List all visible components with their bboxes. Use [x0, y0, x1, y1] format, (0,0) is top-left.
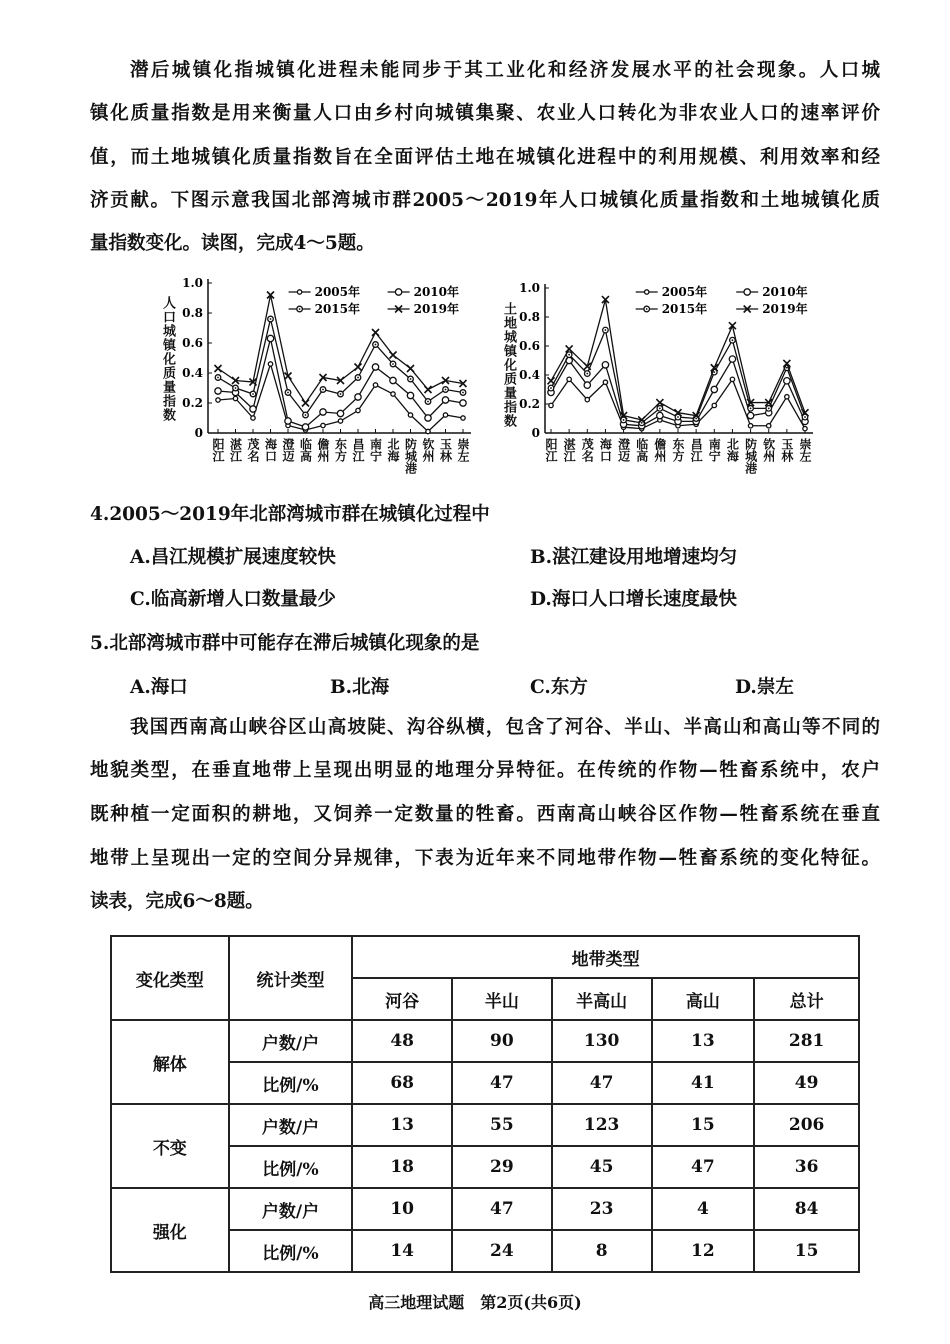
point-marker — [356, 408, 360, 412]
point-marker-dot — [427, 401, 429, 403]
point-marker — [602, 362, 608, 368]
y-tick-label: 0.8 — [182, 306, 203, 320]
value-cell: 14 — [352, 1230, 452, 1272]
passage-line: 值，而土地城镇化质量指数旨在全面评估土地在城镇化进程中的利用规模、利用效率和经 — [90, 147, 880, 168]
stat-type-cell: 户数/户 — [229, 1020, 353, 1062]
passage-line: 济贡献。下图示意我国北部湾城市群2005～2019年人口城镇化质量指数和土地城镇化质 — [90, 190, 880, 211]
x-tick-label: 儋州 — [652, 438, 667, 462]
value-cell: 4 — [652, 1188, 755, 1230]
point-marker — [712, 403, 716, 407]
x-tick-label: 钦州 — [421, 438, 435, 462]
y-tick-label: 0.8 — [519, 310, 540, 324]
point-marker — [355, 394, 361, 400]
point-marker — [285, 418, 291, 424]
point-marker-dot — [235, 387, 237, 389]
x-tick-label: 钦州 — [761, 438, 776, 462]
option-b: B.北海 — [330, 677, 390, 698]
header-zone: 河谷 — [352, 978, 452, 1020]
point-marker — [730, 377, 734, 381]
x-tick-label: 东方 — [333, 438, 348, 462]
stat-type-cell: 比例/% — [229, 1146, 353, 1188]
point-marker-dot — [677, 416, 679, 418]
point-marker — [251, 416, 255, 420]
point-marker — [215, 388, 221, 394]
change-type-cell: 解体 — [111, 1020, 229, 1104]
point-marker-dot — [375, 344, 377, 346]
value-cell: 24 — [452, 1230, 552, 1272]
point-marker — [233, 396, 237, 400]
value-cell: 47 — [452, 1188, 552, 1230]
point-marker-dot — [732, 339, 734, 341]
point-marker — [372, 364, 378, 370]
stat-type-cell: 比例/% — [229, 1230, 353, 1272]
population-urbanization-chart — [150, 272, 480, 482]
change-type-cell: 强化 — [111, 1188, 229, 1272]
value-cell: 47 — [452, 1062, 552, 1104]
point-marker-dot — [270, 318, 272, 320]
x-tick-label: 崇左 — [798, 438, 812, 462]
passage-line: 镇化质量指数是用来衡量人口由乡村向城镇集聚、农业人口转化为非农业人口的速率评价 — [90, 103, 880, 124]
option-b: B.湛江建设用地增速均匀 — [530, 547, 738, 568]
x-tick-label: 崇左 — [456, 438, 470, 462]
point-marker — [443, 413, 447, 417]
x-tick-label: 玉林 — [438, 438, 453, 462]
point-marker — [407, 392, 413, 398]
x-tick-label: 阳江 — [544, 438, 558, 462]
point-marker-dot — [322, 389, 324, 391]
point-marker-dot — [445, 389, 447, 391]
option-d: D.崇左 — [735, 677, 794, 698]
point-marker — [549, 403, 553, 407]
x-tick-label: 临高 — [298, 438, 313, 462]
x-tick-label: 临高 — [634, 438, 649, 462]
point-marker — [645, 290, 649, 294]
y-tick-label: 0.4 — [182, 366, 203, 380]
point-marker-dot — [786, 367, 788, 369]
point-marker — [250, 406, 256, 412]
point-marker-dot — [605, 329, 607, 331]
point-marker-dot — [550, 387, 552, 389]
value-cell: 36 — [754, 1146, 859, 1188]
point-marker — [585, 397, 589, 401]
point-marker — [657, 412, 663, 418]
value-cell: 281 — [754, 1020, 859, 1062]
point-marker-dot — [252, 393, 254, 395]
point-marker-dot — [305, 414, 307, 416]
point-marker-dot — [659, 407, 661, 409]
y-tick-label: 1.0 — [182, 276, 203, 290]
option-d: D.海口人口增长速度最快 — [530, 589, 737, 610]
option-a: A.海口 — [130, 677, 188, 698]
point-marker-x — [390, 352, 397, 359]
point-marker-dot — [804, 416, 806, 418]
x-tick-label: 北海 — [386, 438, 400, 462]
value-cell: 10 — [352, 1188, 452, 1230]
point-marker — [461, 416, 465, 420]
option-c: C.东方 — [530, 677, 588, 698]
legend-label: 2005年 — [314, 285, 361, 299]
value-cell: 48 — [352, 1020, 452, 1062]
point-marker — [460, 400, 466, 406]
value-cell: 18 — [352, 1146, 452, 1188]
crop-livestock-table — [110, 935, 860, 1273]
option-c: C.临高新增人口数量最少 — [130, 589, 336, 610]
x-tick-label: 海口 — [598, 438, 613, 462]
point-marker-dot — [586, 373, 588, 375]
y-tick-label: 0 — [531, 426, 540, 440]
passage-line: 量指数变化。读图，完成4～5题。 — [90, 233, 375, 254]
point-marker — [390, 377, 396, 383]
stat-type-cell: 户数/户 — [229, 1188, 353, 1230]
point-marker — [584, 382, 590, 388]
point-marker — [784, 378, 790, 384]
point-marker-x — [302, 400, 309, 407]
y-axis-title: 人口城镇化质量指数 — [160, 296, 175, 422]
point-marker — [425, 415, 431, 421]
point-marker-dot — [568, 354, 570, 356]
question-stem: 5.北部湾城市群中可能存在滞后城镇化现象的是 — [90, 633, 480, 654]
legend-label: 2015年 — [661, 302, 708, 316]
value-cell: 206 — [754, 1104, 859, 1146]
x-tick-label: 南宁 — [368, 438, 383, 462]
x-tick-label: 儋州 — [316, 438, 330, 462]
passage-line: 地带上呈现出一定的空间分异规律，下表为近年来不同地带作物—牲畜系统的变化特征。 — [90, 848, 880, 869]
point-marker — [337, 410, 343, 416]
point-marker — [744, 289, 750, 295]
point-marker-dot — [462, 392, 464, 394]
question-stem: 4.2005～2019年北部湾城市群在城镇化过程中 — [90, 504, 490, 525]
legend-label: 2005年 — [661, 285, 708, 299]
series-line-2019 — [551, 300, 808, 420]
passage-line: 地貌类型，在垂直地带上呈现出明显的地理分异特征。在传统的作物—牲畜系统中，农户 — [90, 760, 880, 781]
y-tick-label: 0.4 — [519, 368, 540, 382]
point-marker-x — [407, 365, 414, 372]
point-marker-dot — [750, 407, 752, 409]
point-marker — [408, 413, 412, 417]
point-marker — [267, 335, 273, 341]
x-tick-label: 茂名 — [246, 438, 260, 462]
passage-line: 潜后城镇化指城镇化进程未能同步于其工业化和经济发展水平的社会现象。人口城 — [130, 60, 880, 81]
point-marker — [216, 398, 220, 402]
value-cell: 55 — [452, 1104, 552, 1146]
stat-type-cell: 比例/% — [229, 1062, 353, 1104]
point-marker — [391, 392, 395, 396]
point-marker-dot — [623, 419, 625, 421]
page-footer: 高三地理试题 第2页(共6页) — [368, 1293, 582, 1312]
x-tick-label: 湛江 — [228, 438, 243, 462]
point-marker-dot — [410, 378, 412, 380]
y-tick-label: 0.6 — [182, 336, 203, 350]
point-marker — [711, 386, 717, 392]
value-cell: 15 — [652, 1104, 755, 1146]
point-marker-dot — [768, 407, 770, 409]
passage-line: 读表，完成6～8题。 — [90, 891, 264, 912]
header-zone: 半山 — [452, 978, 552, 1020]
point-marker — [603, 380, 607, 384]
x-tick-label: 昌江 — [351, 438, 365, 462]
y-axis-title: 土地城镇化质量指数 — [501, 302, 516, 428]
point-marker — [302, 424, 308, 430]
value-cell: 15 — [754, 1230, 859, 1272]
land-urbanization-chart — [495, 272, 830, 487]
point-marker-x — [425, 386, 432, 393]
value-cell: 41 — [652, 1062, 755, 1104]
table-row — [111, 1188, 859, 1230]
value-cell: 45 — [552, 1146, 652, 1188]
point-marker — [747, 412, 753, 418]
point-marker — [321, 423, 325, 427]
value-cell: 68 — [352, 1062, 452, 1104]
point-marker-dot — [641, 422, 643, 424]
point-marker — [338, 419, 342, 423]
x-tick-label: 防城港 — [743, 438, 758, 474]
x-tick-label: 澄迈 — [616, 438, 631, 462]
point-marker — [767, 424, 771, 428]
x-tick-label: 昌江 — [689, 438, 704, 462]
point-marker-x — [215, 365, 222, 372]
value-cell: 123 — [552, 1104, 652, 1146]
y-tick-label: 0.6 — [519, 339, 540, 353]
y-tick-label: 0.2 — [519, 397, 540, 411]
table-row — [111, 1104, 859, 1146]
legend-label: 2019年 — [413, 302, 460, 316]
header-zone: 总计 — [754, 978, 859, 1020]
point-marker — [268, 362, 272, 366]
y-tick-label: 0.2 — [182, 396, 203, 410]
value-cell: 47 — [652, 1146, 755, 1188]
point-marker-dot — [392, 363, 394, 365]
value-cell: 90 — [452, 1020, 552, 1062]
passage-line: 我国西南高山峡谷区山高坡陡、沟谷纵横，包含了河谷、半山、半高山和高山等不同的 — [130, 717, 880, 738]
x-tick-label: 阳江 — [211, 438, 225, 462]
point-marker — [442, 397, 448, 403]
point-marker-x — [372, 329, 379, 336]
point-marker — [567, 377, 571, 381]
point-marker — [748, 424, 752, 428]
point-marker-dot — [357, 377, 359, 379]
value-cell: 13 — [352, 1104, 452, 1146]
point-marker-dot — [340, 393, 342, 395]
x-tick-label: 湛江 — [562, 438, 577, 462]
y-tick-label: 1.0 — [519, 281, 540, 295]
header-zone: 半高山 — [552, 978, 652, 1020]
point-marker-dot — [695, 418, 697, 420]
x-tick-label: 北海 — [725, 438, 740, 462]
value-cell: 12 — [652, 1230, 755, 1272]
x-tick-label: 茂名 — [580, 438, 595, 462]
value-cell: 49 — [754, 1062, 859, 1104]
point-marker — [803, 426, 807, 430]
x-tick-label: 海口 — [263, 438, 278, 462]
point-marker — [785, 395, 789, 399]
value-cell: 23 — [552, 1188, 652, 1230]
legend-label: 2010年 — [762, 285, 808, 299]
point-marker — [729, 356, 735, 362]
point-marker — [297, 290, 301, 294]
value-cell: 8 — [552, 1230, 652, 1272]
change-type-cell: 不变 — [111, 1104, 229, 1188]
stat-type-cell: 户数/户 — [229, 1104, 353, 1146]
x-tick-label: 澄迈 — [281, 438, 295, 462]
passage-line: 既种植一定面积的耕地，又饲养一定数量的牲畜。西南高山峡谷区作物—牲畜系统在垂直 — [90, 804, 880, 825]
table-row — [111, 1020, 859, 1062]
point-marker-dot — [646, 308, 648, 310]
option-a: A.昌江规模扩展速度较快 — [130, 547, 336, 568]
y-tick-label: 0 — [194, 426, 203, 440]
header-zone-type: 地带类型 — [352, 936, 859, 978]
point-marker-dot — [217, 377, 219, 379]
point-marker-dot — [287, 392, 289, 394]
point-marker — [395, 289, 401, 295]
point-marker — [426, 429, 430, 433]
value-cell: 84 — [754, 1188, 859, 1230]
value-cell: 13 — [652, 1020, 755, 1062]
x-tick-label: 南宁 — [707, 438, 722, 462]
point-marker — [373, 383, 377, 387]
point-marker-x — [355, 364, 362, 371]
x-tick-label: 玉林 — [779, 438, 794, 462]
point-marker-dot — [713, 371, 715, 373]
header-zone: 高山 — [652, 978, 755, 1020]
x-tick-label: 东方 — [671, 438, 685, 462]
x-tick-label: 防城港 — [403, 438, 418, 474]
point-marker-dot — [299, 308, 301, 310]
header-change-type: 变化类型 — [111, 936, 229, 1020]
value-cell: 47 — [552, 1062, 652, 1104]
legend-label: 2019年 — [762, 302, 808, 316]
legend-label: 2015年 — [314, 302, 361, 316]
value-cell: 130 — [552, 1020, 652, 1062]
value-cell: 29 — [452, 1146, 552, 1188]
point-marker-x — [548, 377, 555, 384]
point-marker — [320, 409, 326, 415]
header-stat-type: 统计类型 — [229, 936, 353, 1020]
legend-label: 2010年 — [413, 285, 460, 299]
